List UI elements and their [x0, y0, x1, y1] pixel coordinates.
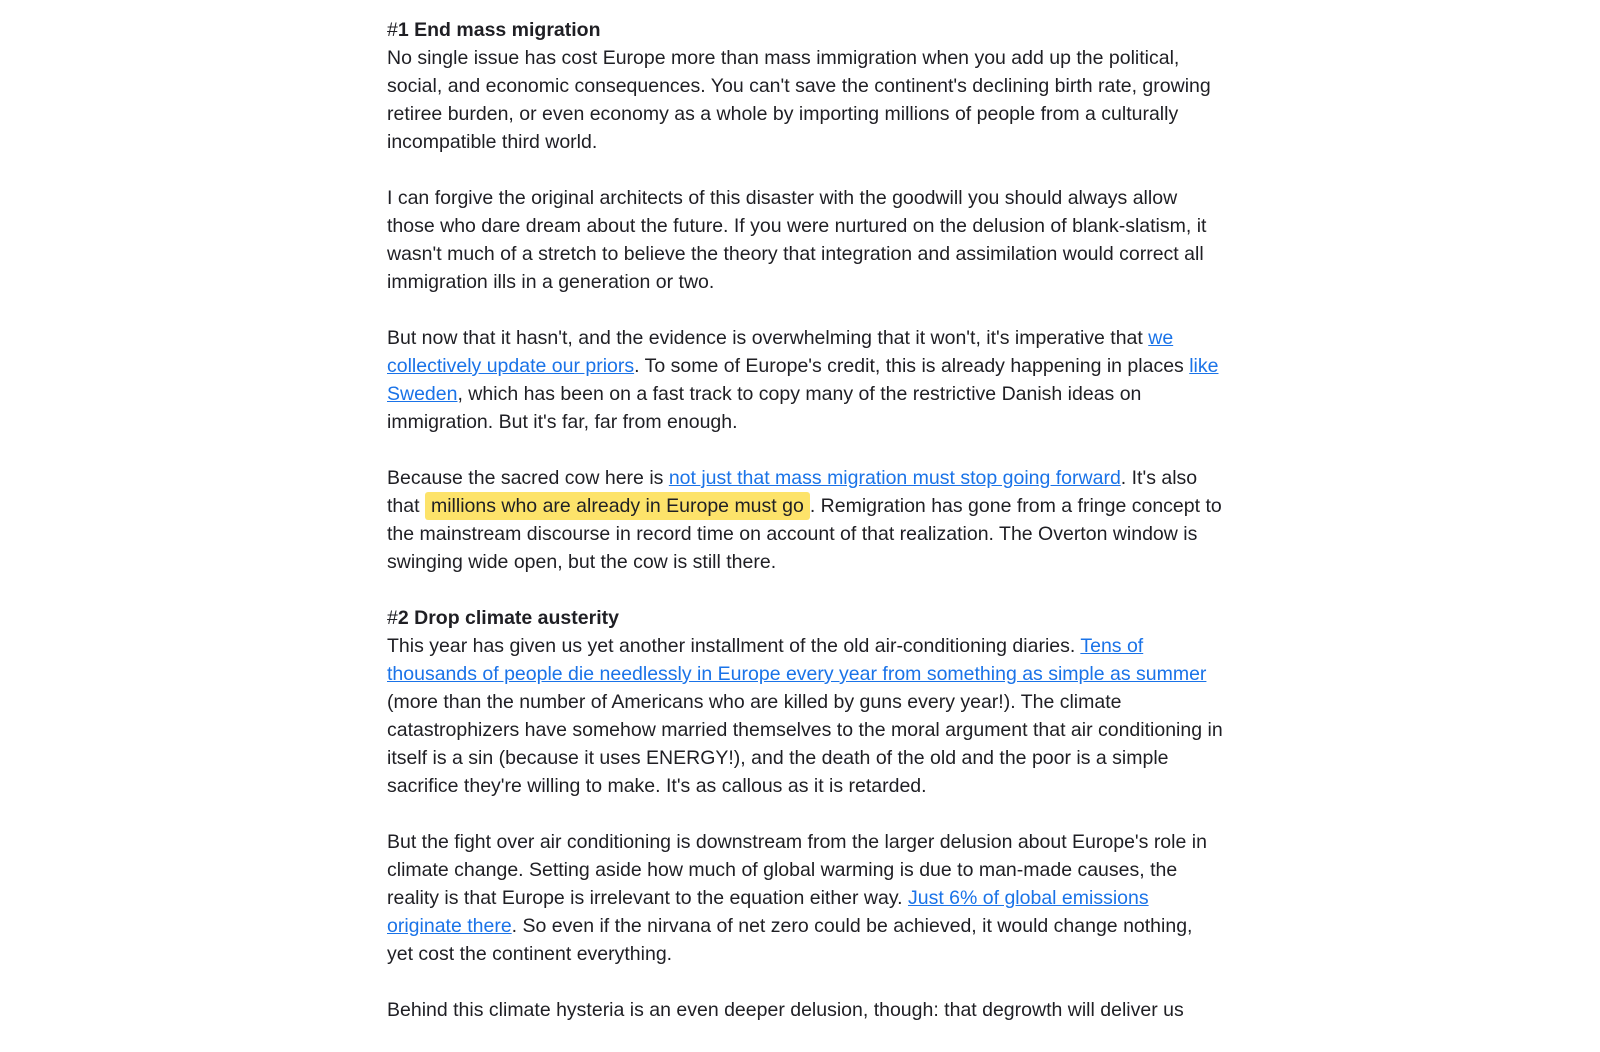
paragraph-text: . Remigration has gone from a fringe concept to the mainstream discourse in record time on account of that realization. The Overton window is swinging wide open, but the cow is still there.: [387, 495, 1222, 573]
paragraph: [387, 464, 1223, 576]
link-update-priors[interactable]: we collectively update our priors: [387, 327, 1174, 377]
paragraph-text: , which has been on a fast track to copy many of the restrictive Danish ideas on immigration. But it's far, far from enough.: [387, 383, 1142, 433]
paragraph: [387, 632, 1223, 800]
link-like-sweden[interactable]: like Sweden: [387, 355, 1219, 405]
paragraph-text: . It's also that: [387, 467, 1198, 517]
heading-title: End mass migration: [408, 19, 601, 41]
paragraph-text: (more than the number of Americans who are killed by guns every year!). The climate catastrophizers have somehow married themselves to the moral argument that air conditioning in itself is a sin (because it uses ENERGY!), and the death of the old and the poor is a simple sacrifice they're willing to make. It's as callous as it is retarded.: [387, 691, 1223, 797]
heading-hash: #: [387, 19, 398, 41]
link-summer-deaths[interactable]: Tens of thousands of people die needlessly in Europe every year from something as simple as summer: [387, 635, 1207, 685]
heading-number: 1: [397, 19, 409, 41]
section-heading-end-mass-migration: [387, 16, 1223, 44]
article-body: [387, 16, 1223, 1052]
paragraph: Behind this climate hysteria is an even deeper delusion, though: that degrowth will deliver us: [387, 999, 1184, 1021]
paragraph-text: . To some of Europe's credit, this is already happening in places: [634, 355, 1190, 377]
paragraph-text: But the fight over air conditioning is downstream from the larger delusion about Europe's role in climate change. Setting aside how much of global warming is due to man-made causes, the reality is that Europe is irrelevant to the equation either way.: [387, 831, 1207, 909]
highlighted-text: millions who are already in Europe must go: [425, 492, 810, 520]
heading-title: Drop climate austerity: [408, 607, 619, 629]
paragraph-text: Because the sacred cow here is: [387, 467, 669, 489]
link-mass-migration-stop[interactable]: not just that mass migration must stop going forward: [668, 467, 1121, 489]
heading-hash: #: [387, 607, 398, 629]
heading-number: 2: [397, 607, 409, 629]
paragraph: [387, 324, 1223, 436]
paragraph: [387, 828, 1223, 968]
paragraph-text: . So even if the nirvana of net zero could be achieved, it would change nothing, yet cost the continent everything.: [387, 915, 1193, 965]
section-heading-drop-climate-austerity: [387, 604, 1223, 632]
paragraph-text: This year has given us yet another installment of the old air-conditioning diaries.: [387, 635, 1081, 657]
paragraph: No single issue has cost Europe more than mass immigration when you add up the political, social, and economic consequences. You can't save the continent's declining birth rate, growing retiree burden, or even economy as a whole by importing millions of people from a culturally incompatible third world.: [387, 47, 1211, 153]
paragraph: I can forgive the original architects of this disaster with the goodwill you should always allow those who dare dream about the future. If you were nurtured on the delusion of blank-slatism, it wasn't much of a stretch to believe the theory that integration and assimilation would correct all immigration ills in a generation or two.: [387, 187, 1207, 293]
link-global-emissions[interactable]: Just 6% of global emissions originate there: [387, 887, 1149, 937]
paragraph-text: But now that it hasn't, and the evidence is overwhelming that it won't, it's imperative that: [387, 327, 1149, 349]
